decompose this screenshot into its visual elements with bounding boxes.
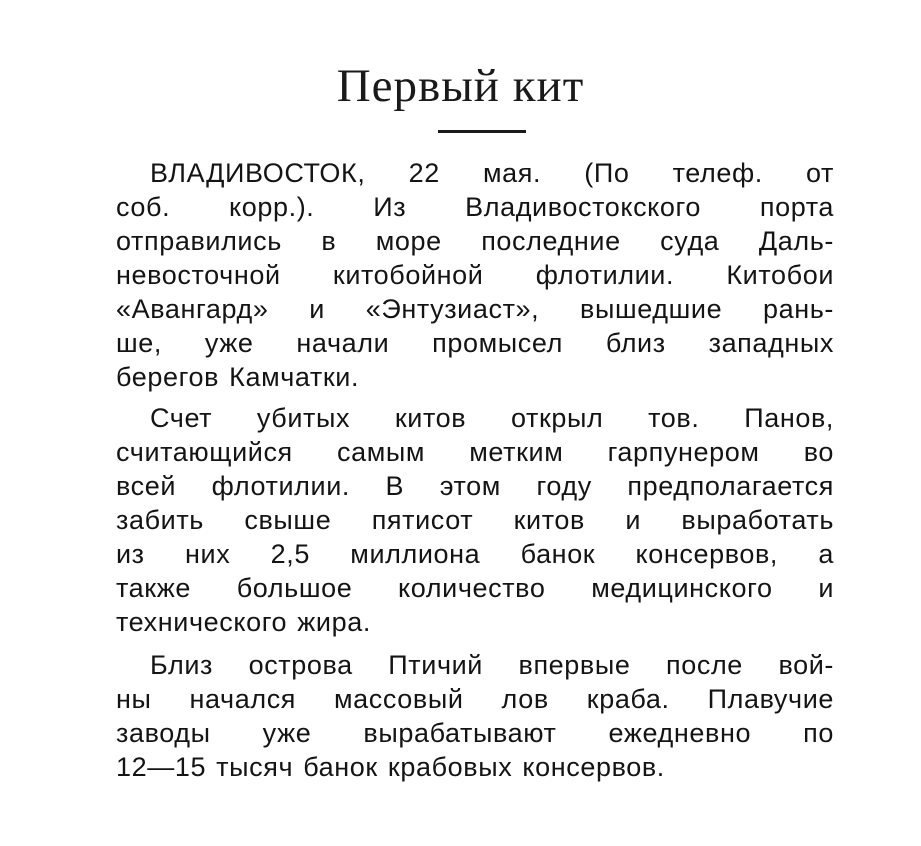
paragraph-line: берегов Камчатки. xyxy=(116,362,360,392)
paragraph-line: всей флотилии. В этом году предполагается xyxy=(116,471,834,501)
paragraph-line: считающийся самым метким гарпунером во xyxy=(116,437,834,467)
paragraph-line: Близ острова Птичий впервые после вой- xyxy=(150,650,834,680)
paragraph-line: невосточной китобойной флотилии. Китобои xyxy=(116,260,834,290)
paragraph-line: «Авангард» и «Энтузиаст», вышедшие рань- xyxy=(116,294,834,324)
paragraph-line: ше, уже начали промысел близ западных xyxy=(116,328,834,358)
paragraph-line: забить свыше пятисот китов и выработать xyxy=(116,505,834,535)
article-headline: Первый кит xyxy=(336,60,585,112)
paragraph-line: соб. корр.). Из Владивостокского порта xyxy=(116,192,834,222)
paragraph-line: 12—15 тысяч банок крабовых консервов. xyxy=(116,752,665,782)
paragraph-line: из них 2,5 миллиона банок консервов, а xyxy=(116,539,834,569)
headline-divider xyxy=(426,130,526,133)
paragraph-line: ны начался массовый лов краба. Плавучие xyxy=(116,684,834,714)
paragraph-line: ВЛАДИВОСТОК, 22 мая. (По телеф. от xyxy=(150,158,834,188)
headline-divider-gap xyxy=(426,130,438,133)
paragraph-line: Счет убитых китов открыл тов. Панов, xyxy=(150,403,834,433)
paragraph-line: отправились в море последние суда Даль- xyxy=(116,226,834,256)
paragraph-line: также большое количество медицинского и xyxy=(116,573,834,603)
paragraph-line: заводы уже вырабатывают ежедневно по xyxy=(116,718,834,748)
paragraph-line: технического жира. xyxy=(116,607,371,637)
